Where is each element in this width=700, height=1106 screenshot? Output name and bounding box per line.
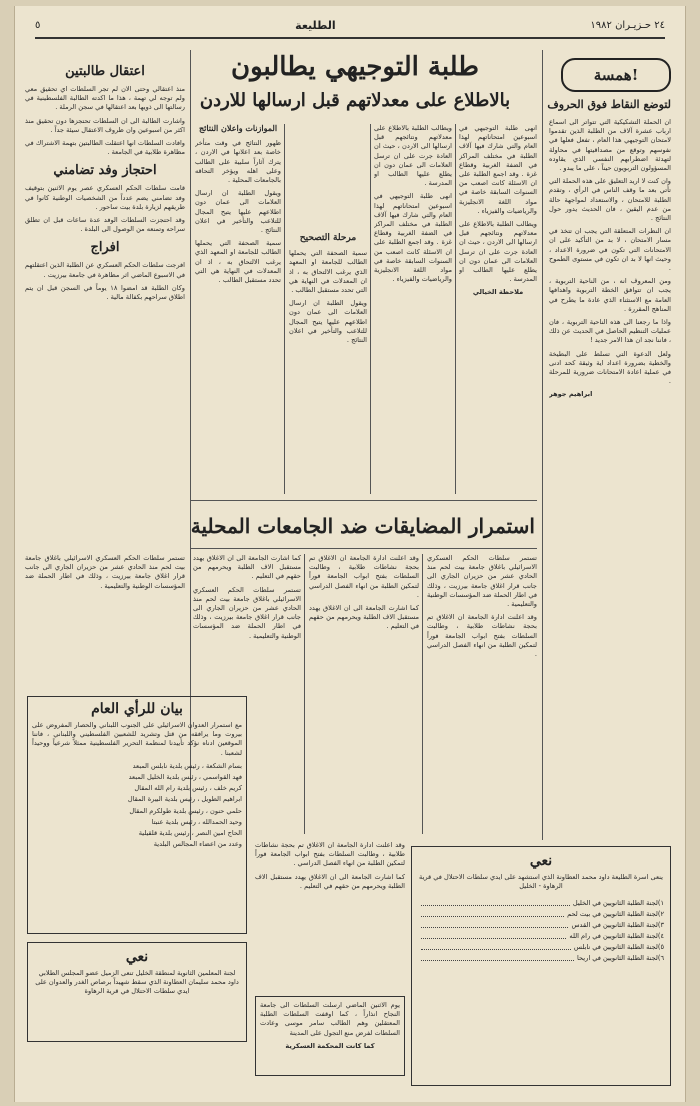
column-paragraph: ان النظرات المتعلقة التي يجب ان تتخذ في مسار الامتحان ، لا بد من التأكيد على ان الامتحانات التي تكون في ضرورة الاعداد ، وحيث انها لا بد ان تكون في مستوى الطموح . bbox=[549, 227, 671, 273]
notice-1-list-item: ٣) لجنة الطلبة الثانويين في القدس bbox=[418, 921, 664, 929]
article-paragraph: ويقول الطلبة ان ارسال العلامات الى عمان دون اطلاعهم عليها يتيح المجال للتلاعب والتأخير في اعلان النتائج . bbox=[195, 189, 281, 235]
signatory: حلمي حنون ، رئيس بلدية طولكرم المقال bbox=[129, 806, 242, 815]
signatory: كريم خلف ، رئيس بلدية رام الله المقال bbox=[134, 784, 242, 793]
left-column bbox=[25, 64, 185, 534]
article-paragraph: تستمر سلطات الحكم العسكري الاسرائيلي باغلاق جامعة بيت لحم منذ الحادي عشر من حزيران الجاري الى جانب قرار اغلاق جامعة بيرزيت ، وذلك في اطار الحملة ضد المؤسسات الوطنية والتعليمية . bbox=[25, 554, 185, 590]
article-paragraph: انهى طلبة التوجيهي في اسبوعين امتحاناتهم لهذا العام والتي شارك فيها آلاف الطلبة في مختلف المراكز في الضفة الغربية وقطاع غزة . وقد اجمع الطلبة على ان الاسئلة كانت اصعب من السنوات السابقة خاصة في مواد اللغة الانجليزية والرياضيات والفيزياء . bbox=[459, 124, 537, 215]
article-paragraph: قامت سلطات الحكم العسكري عصر يوم الاثنين بتوقيف وفد تضامني يضم عدداً من الشخصيات الوطنية كانوا في طريقهم لزيارة بلدة بيت ساحور . bbox=[25, 184, 185, 211]
release-title: افراج bbox=[90, 240, 120, 256]
article-paragraph: منذ اعتقالي وحتى الان لم تجر السلطات اي تحقيق معي ولم توجه لي تهمة ، هذا ما اكدته الطالبة الفلسطينية في رسالتها الى ذويها بعد اعتقالها في سجن الرملة . bbox=[25, 85, 185, 112]
middle-lower-col bbox=[255, 841, 405, 989]
article-paragraph: افرجت سلطات الحكم العسكري عن الطلبة الذين اعتقلتهم في الاسبوع الماضي اثر مظاهرة في جامعة بيرزيت . bbox=[25, 261, 185, 279]
notice-najah-box bbox=[255, 996, 405, 1076]
notice-1-list-item: ٢) لجنة الطلبة الثانويين في بيت لحم bbox=[418, 910, 664, 918]
subhead-results: الموازنات واعلان النتائج bbox=[198, 124, 278, 133]
column-logo-title: همسة! bbox=[593, 66, 639, 84]
article-paragraph: تستمر سلطات الحكم العسكري الاسرائيلي باغلاق جامعة بيت لحم منذ الحادي عشر من حزيران الجاري الى جانب قرار اغلاق جامعة بيرزيت ، وذلك في اطار الحملة ضد المؤسسات الوطنية والتعليمية . bbox=[427, 554, 537, 609]
article-tawjihi-col3 bbox=[289, 124, 367, 494]
article-paragraph: ويطالب الطلبة بالاطلاع على معدلاتهم ونتائجهم قبل ارسالها الى الاردن ، حيث ان العادة جرت على ان ترسل العلامات الى عمان دون ان يطلع عليها الطالب او المدرسة . bbox=[374, 124, 452, 188]
notice-1-title: نعي bbox=[529, 853, 553, 869]
detention-title: احتجاز وفد تضامني bbox=[53, 163, 157, 179]
universities-headline: استمرار المضايقات ضد الجامعات المحلية bbox=[190, 514, 535, 538]
column-paragraph: ان الحملة التشكيكية التي تتواتر الى اسماع ارباب عشرة آلاف من الطلبة الذين تقدموا لامتحان التوجيهي هذا العام ، تفعل فعلها في نفوسهم وتوقع من مصداقيتها في محاولة لتهدئة اضطرابهم النفسي الذي يقاوده المسؤولون التربويون حيناً ، على ما يبدو . bbox=[549, 118, 671, 173]
article-paragraph: ظهور النتائج في وقت متأخر خاصة بعد اعلانها في الاردن ، يترك آثاراً سلبية على الطالب وعلى اهله ويؤخر التحاقه بالجامعات المحلية . bbox=[195, 139, 281, 185]
article-paragraph: واشارت الطالبة الى ان السلطات تحتجزها دون تحقيق منذ اكثر من اسبوعين وان ظروف الاعتقال سيئة جداً . bbox=[25, 116, 185, 134]
article-paragraph: وقد اعلنت ادارة الجامعة ان الاغلاق تم بحجة نشاطات طلابية ، وطالبت السلطات بفتح ابواب الجامعة فوراً لتمكين الطلبة من انهاء الفصل الدراسي . bbox=[427, 613, 537, 659]
notice-2-body: لجنة المعلمين الثانوية لمنطقة الخليل تنعى الزميل عضو المجلس الطلابي داود محمد سليمان العطاونة الذي سقط شهيداً برصاص الغدر والعدوان على ايدي سلطات الاحتلال في قرية الرهاوة bbox=[35, 969, 239, 996]
article-paragraph: سمية الصحفة التي يحملها الطالب للجامعة او المعهد الذي يرغب الالتحاق به ، اذ ان المعدلات في النهاية هي التي تحدد مستقبل الطالب . bbox=[195, 239, 281, 285]
notice-najah-footer: كما كانت المحكمة العسكرية bbox=[285, 1041, 375, 1050]
article-paragraph: وقد احتجزت السلطات الوفد عدة ساعات قبل ان تطلق سراحه وتمنعه من الوصول الى البلدة . bbox=[25, 216, 185, 234]
notice-box-2 bbox=[27, 942, 247, 1042]
article-subhead: ملاحظة الخيالي bbox=[472, 288, 524, 297]
article-paragraph: كما اشارت الجامعة الى ان الاغلاق يهدد مستقبل الاف الطلبة ويحرمهم من حقهم في التعليم . bbox=[193, 554, 301, 581]
page-header bbox=[35, 14, 665, 36]
signatory: فهد القواسمي ، رئيس بلدية الخليل المبعد bbox=[128, 773, 242, 782]
article-paragraph: كما اشارت الجامعة الى ان الاغلاق يهدد مستقبل الاف الطلبة ويحرمهم من حقهم في التعليم . bbox=[309, 604, 419, 631]
column-body bbox=[549, 118, 671, 828]
statement-intro: مع استمرار العدوان الاسرائيلي على الجنوب اللبناني والحصار المفروض على بيروت وما يرافقه من قتل وتشريد للشعبين الفلسطيني واللبناني ، فاننا الموقعين ادناه نؤكد تأييدنا لمنظمة التحرير الفلسطينية ممثلاً شرعياً ووحيداً لشعبنا . bbox=[32, 721, 242, 757]
article-paragraph: ويقول الطلبة ان ارسال العلامات الى عمان دون اطلاعهم عليها يتيح المجال للتلاعب والتأخير في اعلان النتائج . bbox=[289, 299, 367, 345]
article-paragraph: وقد اعلنت ادارة الجامعة ان الاغلاق تم بحجة نشاطات طلابية ، وطالبت السلطات بفتح ابواب الجامعة فوراً لتمكين الطلبة من انهاء الفصل الدراسي . bbox=[309, 554, 419, 599]
column-logo bbox=[561, 58, 671, 92]
signatory: الحاج امين النصر ، رئيس بلدية قلقيلية bbox=[138, 829, 242, 838]
column-paragraph: ومن المعروف انه ، من الناحية التربوية ، يجب ان تتوافق الخطة التربوية واهدافها العامة مع الاستثناء الذي عادة ما يطرح في المناهج المقررة . bbox=[549, 277, 671, 313]
signatory: وعدد من اعضاء المجالس البلدية bbox=[153, 840, 242, 849]
article-paragraph: وكان الطلبة قد امضوا ١٨ يوماً في السجن قبل ان يتم اطلاق سراحهم بكفالة مالية . bbox=[25, 283, 185, 302]
signatory: ابراهيم الطويل ، رئيس بلدية البيرة المقال bbox=[127, 795, 242, 804]
notice-1-list-item: ١) لجنة الطلبة الثانويين في الخليل bbox=[418, 899, 664, 907]
notice-najah-text: يوم الاثنين الماضي ارسلت السلطات الى جامعة النجاح انذاراً ، كما اوقفت السلطات الطلبة المعتقلين وهم الطالب سامر موسى وعادت السلطات لفرض منع التجول على المدينة bbox=[260, 1001, 400, 1037]
universities-col2 bbox=[309, 554, 419, 834]
notice-2-title: نعي bbox=[125, 949, 149, 965]
article-tawjihi-col1 bbox=[459, 124, 537, 494]
article-paragraph: وقد اعلنت ادارة الجامعة ان الاغلاق تم بحجة نشاطات طلابية ، وطالبت السلطات بفتح ابواب الجامعة فوراً لتمكين الطلبة من انهاء الفصل الدراسي . bbox=[255, 841, 405, 868]
newspaper-name: الطليعة bbox=[295, 18, 336, 32]
universities-col1 bbox=[427, 554, 537, 834]
column-paragraph: واذا ما رجعنا الى هذه الناحية التربوية ، فان عمليات التنظيم الحاصل في الحديث عن ذلك ، فاننا نجد ان هذا الامر جديد ! bbox=[549, 318, 671, 345]
article-paragraph: ويطالب الطلبة بالاطلاع على معدلاتهم ونتائجهم قبل ارسالها الى الاردن ، حيث ان العادة جرت على ان ترسل العلامات الى عمان دون ان يطلع عليها الطالب او المدرسة . bbox=[459, 220, 537, 284]
article-paragraph: وافادت السلطات انها اعتقلت الطالبتين بتهمة الاشتراك في مظاهرة طلابية في الجامعة . bbox=[25, 139, 185, 157]
article-tawjihi-col4 bbox=[195, 124, 281, 494]
signatory: بسام الشكعة ، رئيس بلدية نابلس المبعد bbox=[132, 761, 242, 770]
column-subtitle: لتوضع النقاط فوق الحروف bbox=[547, 98, 671, 111]
notice-1-body: ينعى اسرة الطليعة داود محمد العطاونة الذي استشهد على ايدي سلطات الاحتلال في قرية الرهاوة - الخليل bbox=[419, 873, 663, 891]
main-headline-line1: طلبة التوجيهي يطالبون bbox=[231, 52, 479, 82]
article-paragraph: تستمر سلطات الحكم العسكري الاسرائيلي باغلاق جامعة بيت لحم منذ الحادي عشر من حزيران الجاري الى جانب قرار اغلاق جامعة بيرزيت ، وذلك في اطار الحملة ضد المؤسسات الوطنية والتعليمية . bbox=[193, 585, 301, 640]
column-author: ابراهيم جوهر bbox=[549, 390, 593, 399]
signatory: وحيد الحمدالله ، رئيس بلدية عنبتا bbox=[151, 817, 242, 826]
article-tawjihi-col2 bbox=[374, 124, 452, 494]
article-paragraph: سمية الصحفة التي يحملها الطالب للجامعة او المعهد الذي يرغب الالتحاق به ، اذ ان المعدلات في النهاية هي التي تحدد مستقبل الطالب . bbox=[289, 249, 367, 295]
statement-headline: بيان للرأي العام bbox=[91, 701, 183, 717]
issue-date: ٢٤ حـزيـران ١٩٨٢ bbox=[590, 19, 665, 31]
newspaper-page bbox=[14, 6, 686, 1102]
notice-box-1 bbox=[411, 846, 671, 1086]
statement-box bbox=[27, 696, 247, 934]
subhead-correction: مرحلة التصحيح bbox=[299, 233, 357, 243]
notice-1-list-item: ٦) لجنة الطلبة الثانويين في اريحا bbox=[418, 954, 664, 962]
column-paragraph: ولعل الدعوة التي تسلط على البطيخة والخطية بضرورة اعداد اية وثيقة كحد ادنى في عملية اعادة الامتحانات ضرورية للمرحلة . bbox=[549, 349, 671, 386]
column-paragraph: وان كنت لا اريد التعليق على هذه الحملة التي تأتي بعد ما وقف الناس في الرأي ، وتقدم الطلبة للامتحان ، والاستعداد لمواجهة حالة من عدم اليقين ، فان الحديث يدور حول النتائج . bbox=[549, 177, 671, 223]
students-title: اعتقال طالبتين bbox=[65, 64, 145, 79]
article-paragraph: انهى طلبة التوجيهي في اسبوعين امتحاناتهم لهذا العام والتي شارك فيها آلاف الطلبة في مختلف المراكز في الضفة الغربية وقطاع غزة . وقد اجمع الطلبة على ان الاسئلة كانت اصعب من السنوات السابقة خاصة في مواد اللغة الانجليزية والرياضيات والفيزياء . bbox=[374, 192, 452, 284]
universities-col4 bbox=[25, 554, 185, 694]
notice-1-list-item: ٥) لجنة الطلبة الثانويين في نابلس bbox=[418, 943, 664, 951]
page-number: ٥ bbox=[35, 19, 41, 31]
main-headline-line2: بالاطلاع على معدلاتهم قبل ارسالها للاردن bbox=[199, 90, 511, 111]
notice-1-list-item: ٤) لجنة الطلبة الثانويين في رام الله bbox=[418, 932, 664, 940]
article-paragraph: كما اشارت الجامعة الى ان الاغلاق يهدد مستقبل الاف الطلبة ويحرمهم من حقهم في التعليم . bbox=[255, 872, 405, 890]
